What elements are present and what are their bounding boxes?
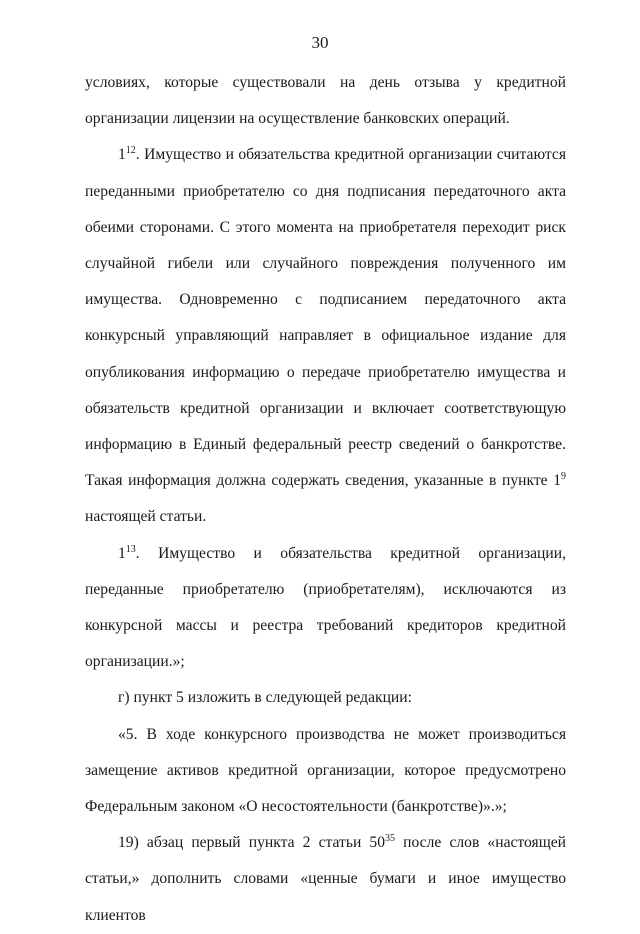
article-number-superscript: 35 xyxy=(385,833,396,845)
paragraph-1-12 xyxy=(85,137,566,535)
paragraph-1-13 xyxy=(85,536,566,681)
paragraph-text-end: после слов «настоящей статьи,» дополнить словами «ценные бумаги и иное имущество клиентов xyxy=(85,834,566,924)
paragraph-point-5: «5. В ходе конкурсного производства не может производиться замещение активов кредитной организации, которое предусмотрено Федеральным законом «О несостоятельности (банкротстве)».»; xyxy=(85,725,566,816)
paragraph-text: 19) абзац первый пункта 2 статьи 50 xyxy=(118,834,386,852)
clause-number: 1 xyxy=(118,544,126,562)
clause-number-superscript: 13 xyxy=(125,543,136,555)
paragraph-text: . Имущество и обязательства кредитной организации, переданные приобретателю (приобретателям), исключаются из конкурсной массы и реестра требований кредиторов кредитной организации.»; xyxy=(85,544,566,671)
page-number: 30 xyxy=(311,33,329,52)
clause-number: 1 xyxy=(118,146,126,164)
document-body xyxy=(85,65,566,934)
reference-superscript: 9 xyxy=(561,471,566,483)
paragraph-item-19 xyxy=(85,825,566,934)
paragraph-continuation: условиях, которые существовали на день отзыва у кредитной организации лицензии на осуществление банковских операций. xyxy=(85,74,566,128)
clause-number-superscript: 12 xyxy=(125,145,136,157)
paragraph-subitem-g: г) пункт 5 изложить в следующей редакции: xyxy=(118,689,412,707)
paragraph-text: . Имущество и обязательства кредитной организации считаются переданными приобретателю со дня подписания передаточного акта обеими сторонами. С этого момента на приобретателя переходит риск случайной гибели или случайного повреждения полученного им имущества. Одновременно с подписанием передаточного акта конкурсный управляющий направляет в официальное издание для опубликования информацию о передаче приобретателю имущества и обязательств кредитной организации и включает соответствующую информацию в Единый федеральный реестр сведений о банкротстве. Такая информация должна содержать сведения, указанные в пункте 1 xyxy=(85,146,566,490)
paragraph-text-end: настоящей статьи. xyxy=(85,508,207,526)
